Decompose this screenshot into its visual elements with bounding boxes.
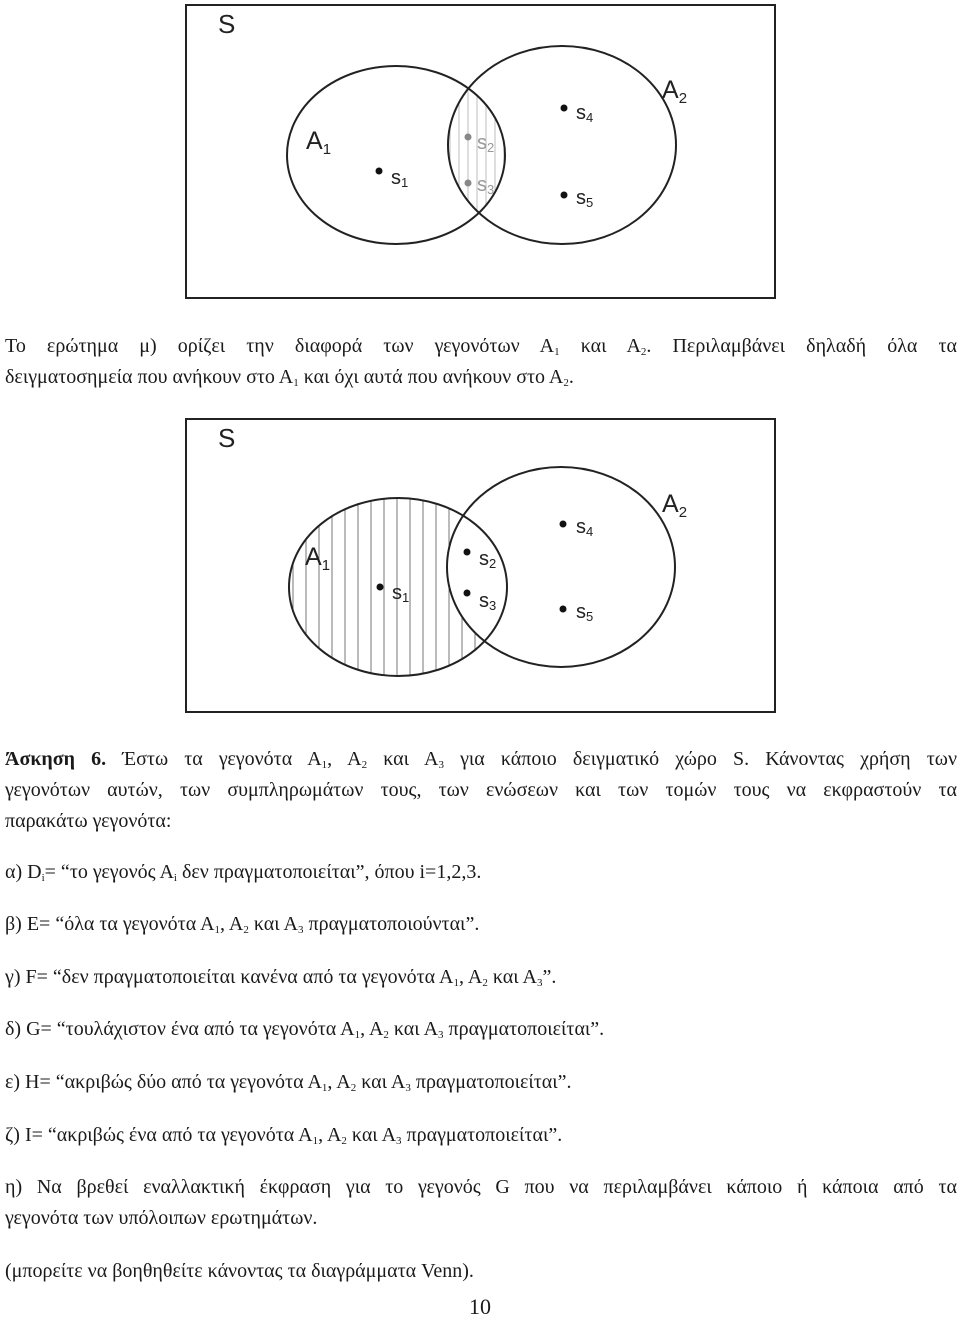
point-s2-label: s2 (477, 132, 495, 155)
exercise-intro-line1: Άσκηση 6. Έστω τα γεγονότα $A_1$, $A_2$ και $A_3$ για κάποιο δειγματικό χώρο S. Κάνοντας χρήση των (5, 748, 957, 771)
point-s5 (560, 606, 567, 613)
item-a: α) $D_i=$ “το γεγονός $A_i$ δεν πραγματοποιείται”, όπου i=1,2,3. (5, 861, 482, 884)
point-s3-label: s3 (477, 174, 495, 197)
point-s3 (465, 180, 472, 187)
point-s3 (464, 590, 471, 597)
set-a2-label: $A_2$ (662, 490, 688, 521)
point-s5-label: s5 (576, 601, 594, 624)
point-s1 (376, 168, 383, 175)
space-label: S (218, 423, 236, 453)
point-s4 (561, 105, 568, 112)
item-h-line2: γεγονότα των υπόλοιπων ερωτημάτων. (5, 1207, 318, 1229)
venn-svg-2 (187, 420, 774, 711)
exercise-title: Άσκηση 6. (5, 748, 107, 770)
item-h-line1: η) Να βρεθεί εναλλακτική έκφραση για το γεγονός G που να περιλαμβάνει κάποιο ή κάποια από τα (5, 1176, 957, 1198)
item-e: ε) Η= “ακριβώς δύο από τα γεγονότα $A_1$, $A_2$ και $A_3$ πραγματοποιείται”. (5, 1071, 572, 1094)
item-c: γ) F= “δεν πραγματοποιείται κανένα από τα γεγονότα $A_1$, $A_2$ και $A_3$”. (5, 966, 557, 989)
set-a2-label: $A_2$ (662, 76, 688, 107)
point-s4 (560, 521, 567, 528)
point-s1-label: s1 (391, 167, 409, 190)
item-z: ζ) Ι= “ακριβώς ένα από τα γεγονότα $A_1$, $A_2$ και $A_3$ πραγματοποιείται”. (5, 1124, 563, 1147)
venn-hint: (μπορείτε να βοηθηθείτε κάνοντας τα διαγράμματα Venn). (5, 1260, 474, 1282)
point-s4-label: s4 (576, 516, 594, 539)
set-a1-label: $A_1$ (306, 127, 332, 158)
item-d: δ) G= “τουλάχιστον ένα από τα γεγονότα $A_1$, $A_2$ και $A_3$ πραγματοποιείται”. (5, 1018, 605, 1041)
exercise-intro-line3: παρακάτω γεγονότα: (5, 810, 172, 832)
point-s1 (377, 584, 384, 591)
difference-note-line2: δειγματοσημεία που ανήκουν στο $A_1$ και όχι αυτά που ανήκουν στο $A_2$. (5, 366, 574, 389)
space-label: S (218, 9, 236, 39)
point-s5-label: s5 (576, 187, 594, 210)
point-s2 (465, 134, 472, 141)
page-number: 10 (469, 1294, 491, 1319)
point-s2-label: s2 (479, 548, 497, 571)
point-s4-label: s4 (576, 102, 594, 125)
venn-diagram-difference (185, 418, 776, 713)
point-s5 (561, 192, 568, 199)
difference-note-line1: Το ερώτημα μ) ορίζει την διαφορά των γεγονότων $A_1$ και $A_2$. Περιλαμβάνει δηλαδή όλα τα (5, 335, 957, 358)
point-s3-label: s3 (479, 590, 497, 613)
set-a1-label: $A_1$ (305, 543, 331, 574)
venn-diagram-intersection (185, 4, 776, 299)
point-s1-label: s1 (392, 582, 410, 605)
venn-svg-1 (187, 6, 774, 297)
exercise-intro-line2: γεγονότων αυτών, των συμπληρωμάτων τους, των ενώσεων και των τομών τους να εκφραστούν τα (5, 779, 957, 801)
item-b: β) Ε= “όλα τα γεγονότα $A_1$, $A_2$ και $A_3$ πραγματοποιούνται”. (5, 913, 480, 936)
point-s2 (464, 549, 471, 556)
